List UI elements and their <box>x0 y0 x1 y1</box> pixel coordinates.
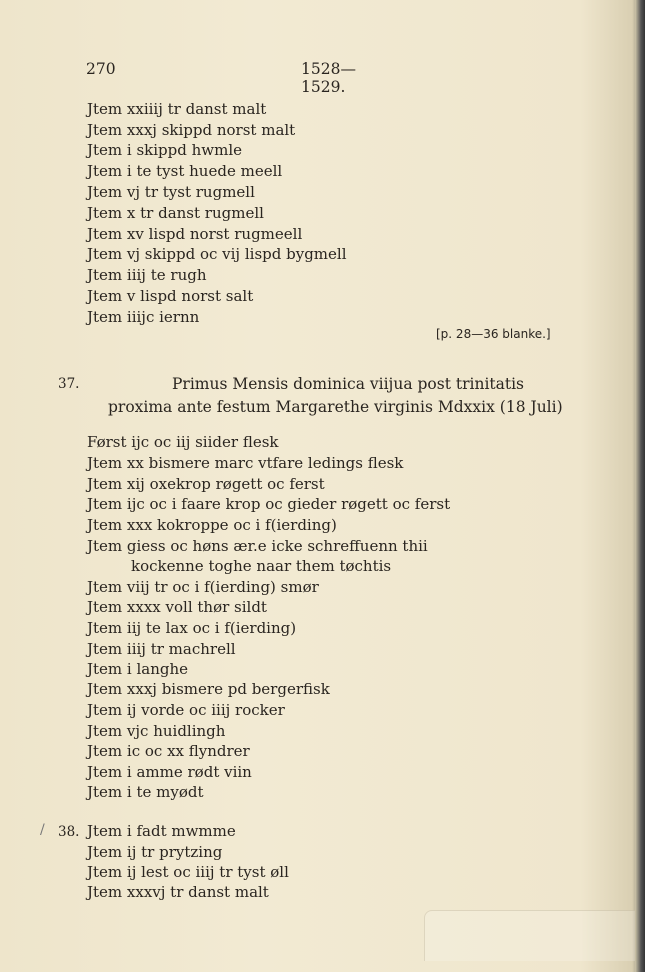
entry-line: Jtem vj skippd oc vij lispd bygmell <box>87 245 347 263</box>
entry-line: Jtem i fadt mwmme <box>87 822 236 840</box>
section-title-line-2: proxima ante festum Margarethe virginis Mdxxix (18 Juli) <box>108 398 563 416</box>
entry-line: Jtem xxxj skippd norst malt <box>87 121 296 139</box>
entry-line: Jtem ij tr prytzing <box>87 843 223 861</box>
entry-line: Jtem ij vorde oc iiij rocker <box>87 701 285 719</box>
entry-line: Jtem i te myødt <box>87 783 204 801</box>
entry-line: Jtem xv lispd norst rugmeell <box>87 225 303 243</box>
entry-line: Jtem iij te lax oc i f(ierding) <box>87 619 297 637</box>
entry-line: Jtem xxiiij tr danst malt <box>87 100 267 118</box>
entry-line: Jtem xxxvj tr danst malt <box>87 883 269 901</box>
entry-line: Jtem i te tyst huede meell <box>87 162 283 180</box>
section-number: 38. <box>58 824 80 840</box>
entry-line: Jtem i amme rødt viin <box>87 763 252 781</box>
entry-line: Jtem v lispd norst salt <box>87 287 254 305</box>
entry-line-continuation: kockenne toghe naar them tøchtis <box>131 557 392 575</box>
page-corner-fold <box>424 910 635 961</box>
page-edge-shadow <box>635 0 645 972</box>
entry-line: Jtem x tr danst rugmell <box>87 204 264 222</box>
entry-line: Jtem xxxx voll thør sildt <box>87 598 267 616</box>
entry-line: Først ijc oc iij siider flesk <box>87 433 279 451</box>
entry-line: Jtem iiij tr machrell <box>87 640 236 658</box>
section-number: 37. <box>58 376 80 392</box>
entry-line: Jtem vjc huidlingh <box>87 722 226 740</box>
entry-line: Jtem i langhe <box>87 660 189 678</box>
margin-mark: / <box>40 822 45 838</box>
entry-line: Jtem ijc oc i faare krop oc gieder røgett oc ferst <box>87 495 451 513</box>
entry-line: Jtem viij tr oc i f(ierding) smør <box>87 578 319 596</box>
entry-line: Jtem vj tr tyst rugmell <box>87 183 255 201</box>
page-number: 270 <box>86 60 116 78</box>
section-title-line-1: Primus Mensis dominica viijua post trinitatis <box>172 375 525 393</box>
entry-line: Jtem iiijc iernn <box>87 308 200 326</box>
entry-line: Jtem ic oc xx flyndrer <box>87 742 250 760</box>
entry-line: Jtem xx bismere marc vtfare ledings flesk <box>87 454 404 472</box>
entry-line: Jtem iiij te rugh <box>87 266 207 284</box>
entry-line: Jtem xxxj bismere pd bergerfisk <box>87 680 330 698</box>
entry-line: Jtem i skippd hwmle <box>87 141 243 159</box>
running-title-years: 1528—1529. <box>301 60 356 96</box>
editorial-note: [p. 28—36 blanke.] <box>436 327 551 341</box>
entry-line: Jtem ij lest oc iiij tr tyst øll <box>87 863 289 881</box>
entry-line: Jtem xxx kokroppe oc i f(ierding) <box>87 516 337 534</box>
entry-line: Jtem giess oc høns ær.e icke schreffuenn thii <box>87 537 428 555</box>
page-header <box>86 60 396 96</box>
entry-line: Jtem xij oxekrop røgett oc ferst <box>87 475 325 493</box>
